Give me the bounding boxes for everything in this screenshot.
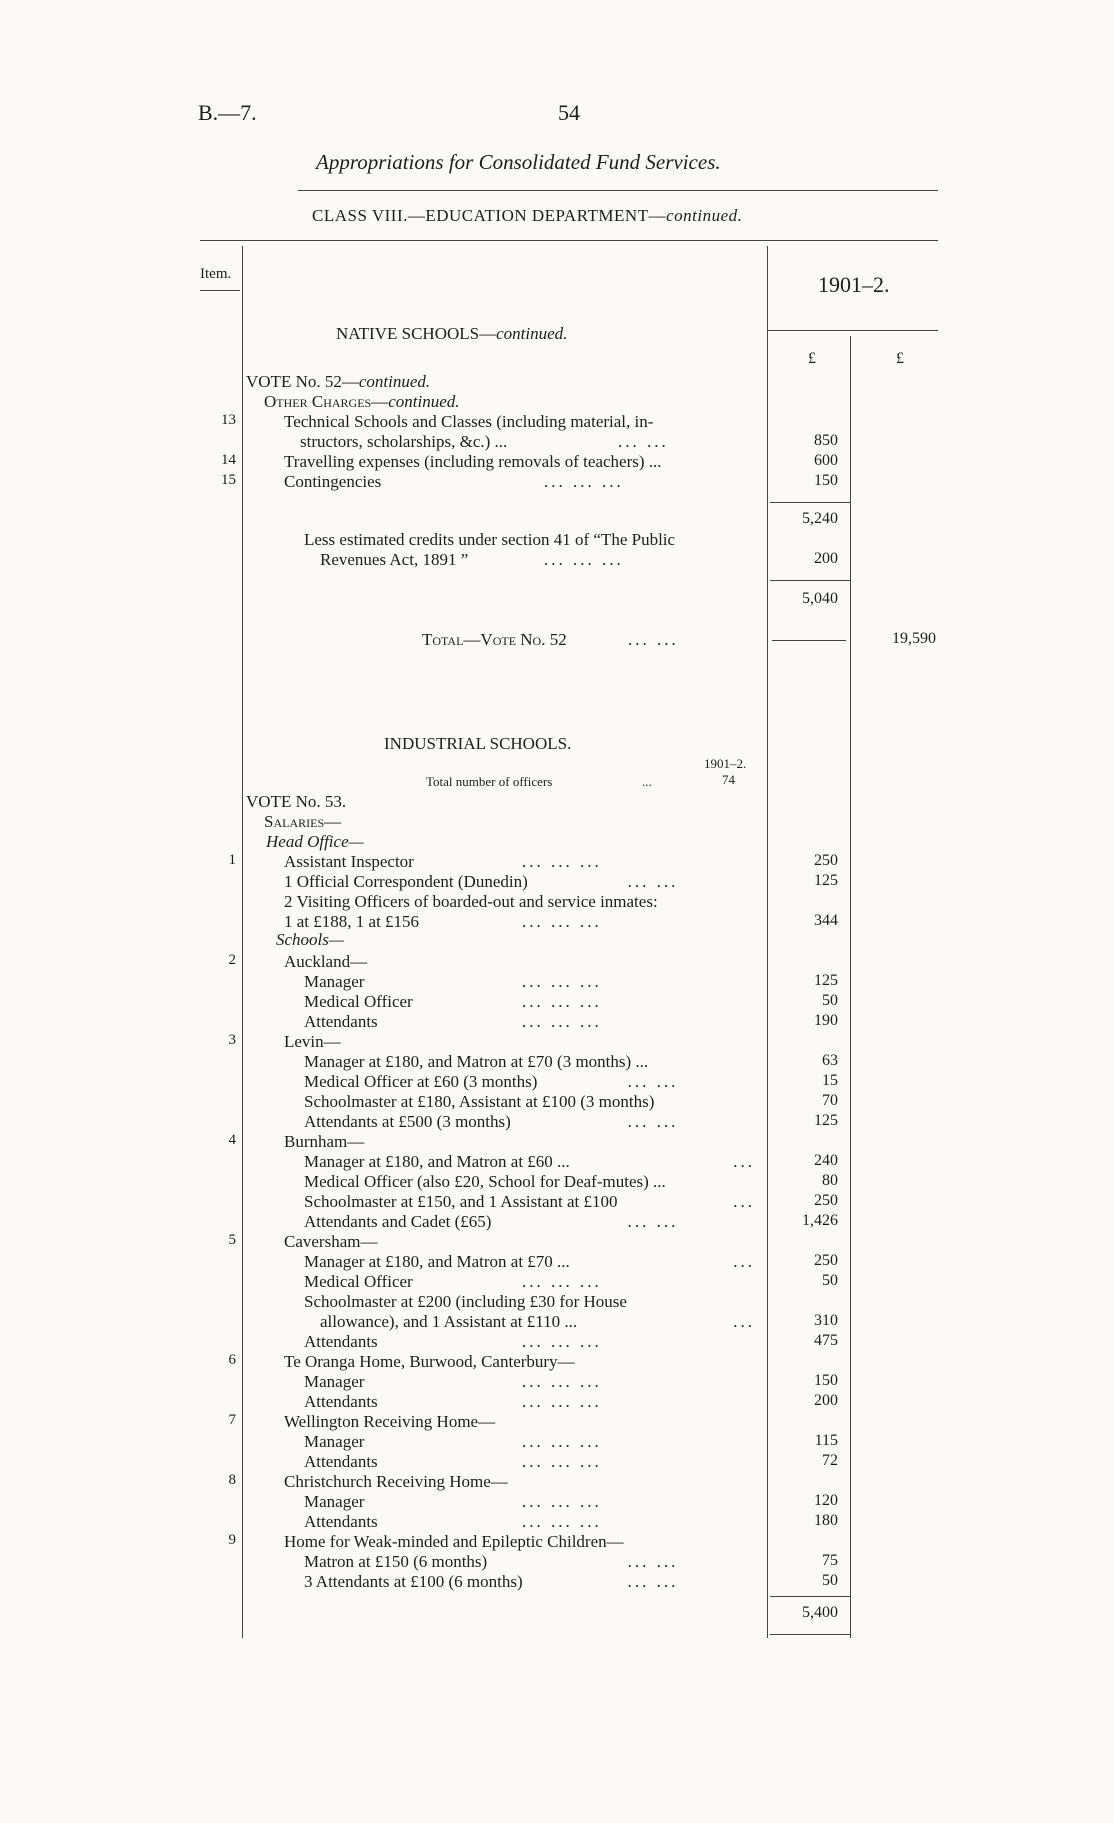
line-item-label: Attendants: [304, 1512, 378, 1531]
line-item-label: Attendants at £500 (3 months): [304, 1112, 511, 1131]
industrial-schools-heading: INDUSTRIAL SCHOOLS.: [384, 734, 572, 753]
line-item-label: Medical Officer (also £20, School for Deaf-mutes) ...: [304, 1172, 666, 1191]
officers-year: 1901–2.: [704, 756, 747, 771]
line-item-label: Burnham—: [284, 1132, 365, 1151]
amount-value: 50: [822, 1272, 838, 1289]
currency-symbol-totals: £: [896, 350, 904, 367]
line-item-label: 2 Visiting Officers of boarded-out and service inmates:: [284, 892, 658, 911]
total-column-divider: [850, 336, 851, 1638]
total-rule-bottom: [770, 1634, 850, 1635]
class-heading: CLASS VIII.—EDUCATION DEPARTMENT—continued.: [312, 206, 743, 225]
amount-value: 190: [814, 1012, 838, 1029]
item-header-rule: [200, 290, 240, 291]
item-number: 14: [221, 452, 236, 468]
leader-dots: ... ...: [627, 1112, 679, 1131]
less-credits-label: Revenues Act, 1891 ”: [320, 550, 469, 569]
amount-value: 63: [822, 1052, 838, 1069]
leader-dots: ... ... ...: [544, 472, 624, 491]
amount-value: 250: [814, 1252, 838, 1269]
leader-dots: ... ... ...: [522, 992, 602, 1011]
line-item-label: Manager: [304, 1372, 365, 1391]
item-number: 3: [228, 1032, 236, 1048]
less-credits-label: Less estimated credits under section 41 of “The Public: [304, 530, 676, 549]
amount-value: 250: [814, 852, 838, 869]
leader-dots: ... ... ...: [522, 1512, 602, 1531]
page-number: 54: [558, 100, 580, 125]
amount-value: 1,426: [802, 1212, 838, 1229]
amount-value: 50: [822, 1572, 838, 1589]
other-charges-heading: Other Charges—continued.: [264, 392, 460, 411]
title-rule: [298, 190, 938, 191]
leader-dots: ... ... ...: [522, 1492, 602, 1511]
amount-value: 50: [822, 992, 838, 1009]
leader-dots: ...: [733, 1152, 755, 1171]
amount-value: 200: [814, 550, 838, 567]
dash-rule: [772, 640, 846, 641]
line-item-label: Matron at £150 (6 months): [304, 1552, 488, 1571]
vote-52-heading: VOTE No. 52—continued.: [246, 372, 431, 391]
subtotal-rule: [770, 502, 850, 503]
amount-value: 250: [814, 1192, 838, 1209]
line-item-label: Schoolmaster at £150, and 1 Assistant at £100: [304, 1192, 618, 1211]
item-number: 6: [228, 1352, 236, 1368]
line-item-label: Medical Officer: [304, 992, 413, 1011]
line-item-label: allowance), and 1 Assistant at £110 ...: [320, 1312, 578, 1331]
line-item-label: Manager: [304, 1492, 365, 1511]
line-item-label: Manager at £180, and Matron at £60 ...: [304, 1152, 570, 1171]
line-item-label: structors, scholarships, &c.) ...: [300, 432, 508, 451]
line-item-label: Contingencies: [284, 472, 382, 491]
line-item-label: Schoolmaster at £180, Assistant at £100 (3 months): [304, 1092, 655, 1111]
vote-52-total-value: 19,590: [892, 630, 936, 647]
line-item-label: Technical Schools and Classes (including material, in-: [284, 412, 654, 431]
item-number: 13: [221, 412, 236, 428]
officers-count: 74: [722, 772, 735, 787]
item-number: 4: [228, 1132, 236, 1148]
head-office-heading: Head Office—: [266, 832, 364, 851]
document-reference: B.—7.: [198, 100, 257, 125]
line-item-label: Te Oranga Home, Burwood, Canterbury—: [284, 1352, 575, 1371]
item-number: 15: [221, 472, 236, 488]
amount-value: 150: [814, 1372, 838, 1389]
item-number: 2: [228, 952, 236, 968]
leader-dots: ... ... ...: [522, 1272, 602, 1291]
year-header-rule: [767, 330, 938, 331]
item-number: 8: [228, 1472, 236, 1488]
page-title: Appropriations for Consolidated Fund Services.: [316, 150, 721, 174]
line-item-label: Manager at £180, and Matron at £70 (3 months) ...: [304, 1052, 649, 1071]
line-item-label: Caversham—: [284, 1232, 378, 1251]
line-item-label: Levin—: [284, 1032, 341, 1051]
leader-dots: ...: [733, 1312, 755, 1331]
leader-dots: ... ... ...: [522, 1372, 602, 1391]
vote-52-total-label: Total—Vote No. 52: [422, 630, 567, 649]
leader-dots: ... ... ...: [522, 1012, 602, 1031]
leader-dots: ...: [733, 1252, 755, 1271]
amount-value: 70: [822, 1092, 838, 1109]
leader-dots: ...: [642, 774, 652, 789]
leader-dots: ... ...: [627, 1572, 679, 1591]
line-item-label: Christchurch Receiving Home—: [284, 1472, 508, 1491]
item-number: 7: [228, 1412, 236, 1428]
amount-value: 125: [814, 872, 838, 889]
amount-value: 75: [822, 1552, 838, 1569]
line-item-label: 1 Official Correspondent (Dunedin): [284, 872, 528, 891]
item-column-header: Item.: [200, 266, 232, 282]
leader-dots: ... ...: [628, 630, 679, 649]
class-rule: [200, 240, 938, 241]
year-column-header: 1901–2.: [818, 272, 890, 297]
line-item-label: Medical Officer at £60 (3 months): [304, 1072, 538, 1091]
item-number: 9: [228, 1532, 236, 1548]
amount-value: 120: [814, 1492, 838, 1509]
leader-dots: ... ... ...: [522, 1392, 602, 1411]
amount-value: 125: [814, 972, 838, 989]
leader-dots: ... ...: [627, 1072, 679, 1091]
leader-dots: ...: [733, 1192, 755, 1211]
vote-53-heading: VOTE No. 53.: [246, 792, 347, 811]
salaries-heading: Salaries—: [264, 812, 342, 831]
item-number: 1: [228, 852, 236, 868]
amount-value: 72: [822, 1452, 838, 1469]
amount-value: 115: [814, 1432, 838, 1449]
leader-dots: ... ...: [627, 872, 679, 891]
leader-dots: ... ... ...: [522, 1452, 602, 1471]
line-item-label: 3 Attendants at £100 (6 months): [304, 1572, 523, 1591]
line-item-label: Auckland—: [284, 952, 368, 971]
vote-53-total-value: 5,400: [802, 1604, 838, 1621]
total-rule-top: [770, 1596, 850, 1597]
item-number: 5: [228, 1232, 236, 1248]
leader-dots: ... ...: [627, 1552, 679, 1571]
line-item-label: 1 at £188, 1 at £156: [284, 912, 420, 931]
amount-value: 850: [814, 432, 838, 449]
line-item-label: Manager at £180, and Matron at £70 ...: [304, 1252, 570, 1271]
leader-dots: ... ... ...: [522, 852, 602, 871]
line-item-label: Manager: [304, 1432, 365, 1451]
line-item-label: Attendants: [304, 1012, 378, 1031]
line-item-label: Home for Weak-minded and Epileptic Children—: [284, 1532, 624, 1551]
amount-value: 344: [814, 912, 838, 929]
line-item-label: Assistant Inspector: [284, 852, 414, 871]
line-item-label: Schoolmaster at £200 (including £30 for House: [304, 1292, 627, 1311]
leader-dots: ... ... ...: [522, 1332, 602, 1351]
currency-symbol-items: £: [808, 350, 816, 367]
subtotal-value: 5,240: [802, 510, 838, 527]
line-item-label: Attendants and Cadet (£65): [304, 1212, 492, 1231]
amount-value: 80: [822, 1172, 838, 1189]
amount-value: 600: [814, 452, 838, 469]
amount-value: 310: [814, 1312, 838, 1329]
leader-dots: ... ...: [627, 1212, 679, 1231]
officers-label: Total number of officers: [426, 774, 553, 789]
line-item-label: Manager: [304, 972, 365, 991]
amount-value: 150: [814, 472, 838, 489]
net-value: 5,040: [802, 590, 838, 607]
line-item-label: Attendants: [304, 1332, 378, 1351]
leader-dots: ... ... ...: [522, 912, 602, 931]
amount-value: 475: [814, 1332, 838, 1349]
amount-value: 15: [822, 1072, 838, 1089]
amount-value: 125: [814, 1112, 838, 1129]
net-rule: [770, 580, 850, 581]
amount-value: 200: [814, 1392, 838, 1409]
schools-heading: Schools—: [276, 930, 344, 949]
item-column-divider: [242, 246, 243, 1638]
native-schools-heading: NATIVE SCHOOLS—continued.: [336, 324, 568, 343]
leader-dots: ... ...: [618, 432, 669, 451]
line-item-label: Medical Officer: [304, 1272, 413, 1291]
line-item-label: Attendants: [304, 1452, 378, 1471]
amount-value: 180: [814, 1512, 838, 1529]
leader-dots: ... ... ...: [544, 550, 624, 569]
line-item-label: Attendants: [304, 1392, 378, 1411]
line-item-label: Wellington Receiving Home—: [284, 1412, 496, 1431]
line-item-label: Travelling expenses (including removals of teachers) ...: [284, 452, 662, 471]
leader-dots: ... ... ...: [522, 1432, 602, 1451]
amount-value: 240: [814, 1152, 838, 1169]
leader-dots: ... ... ...: [522, 972, 602, 991]
